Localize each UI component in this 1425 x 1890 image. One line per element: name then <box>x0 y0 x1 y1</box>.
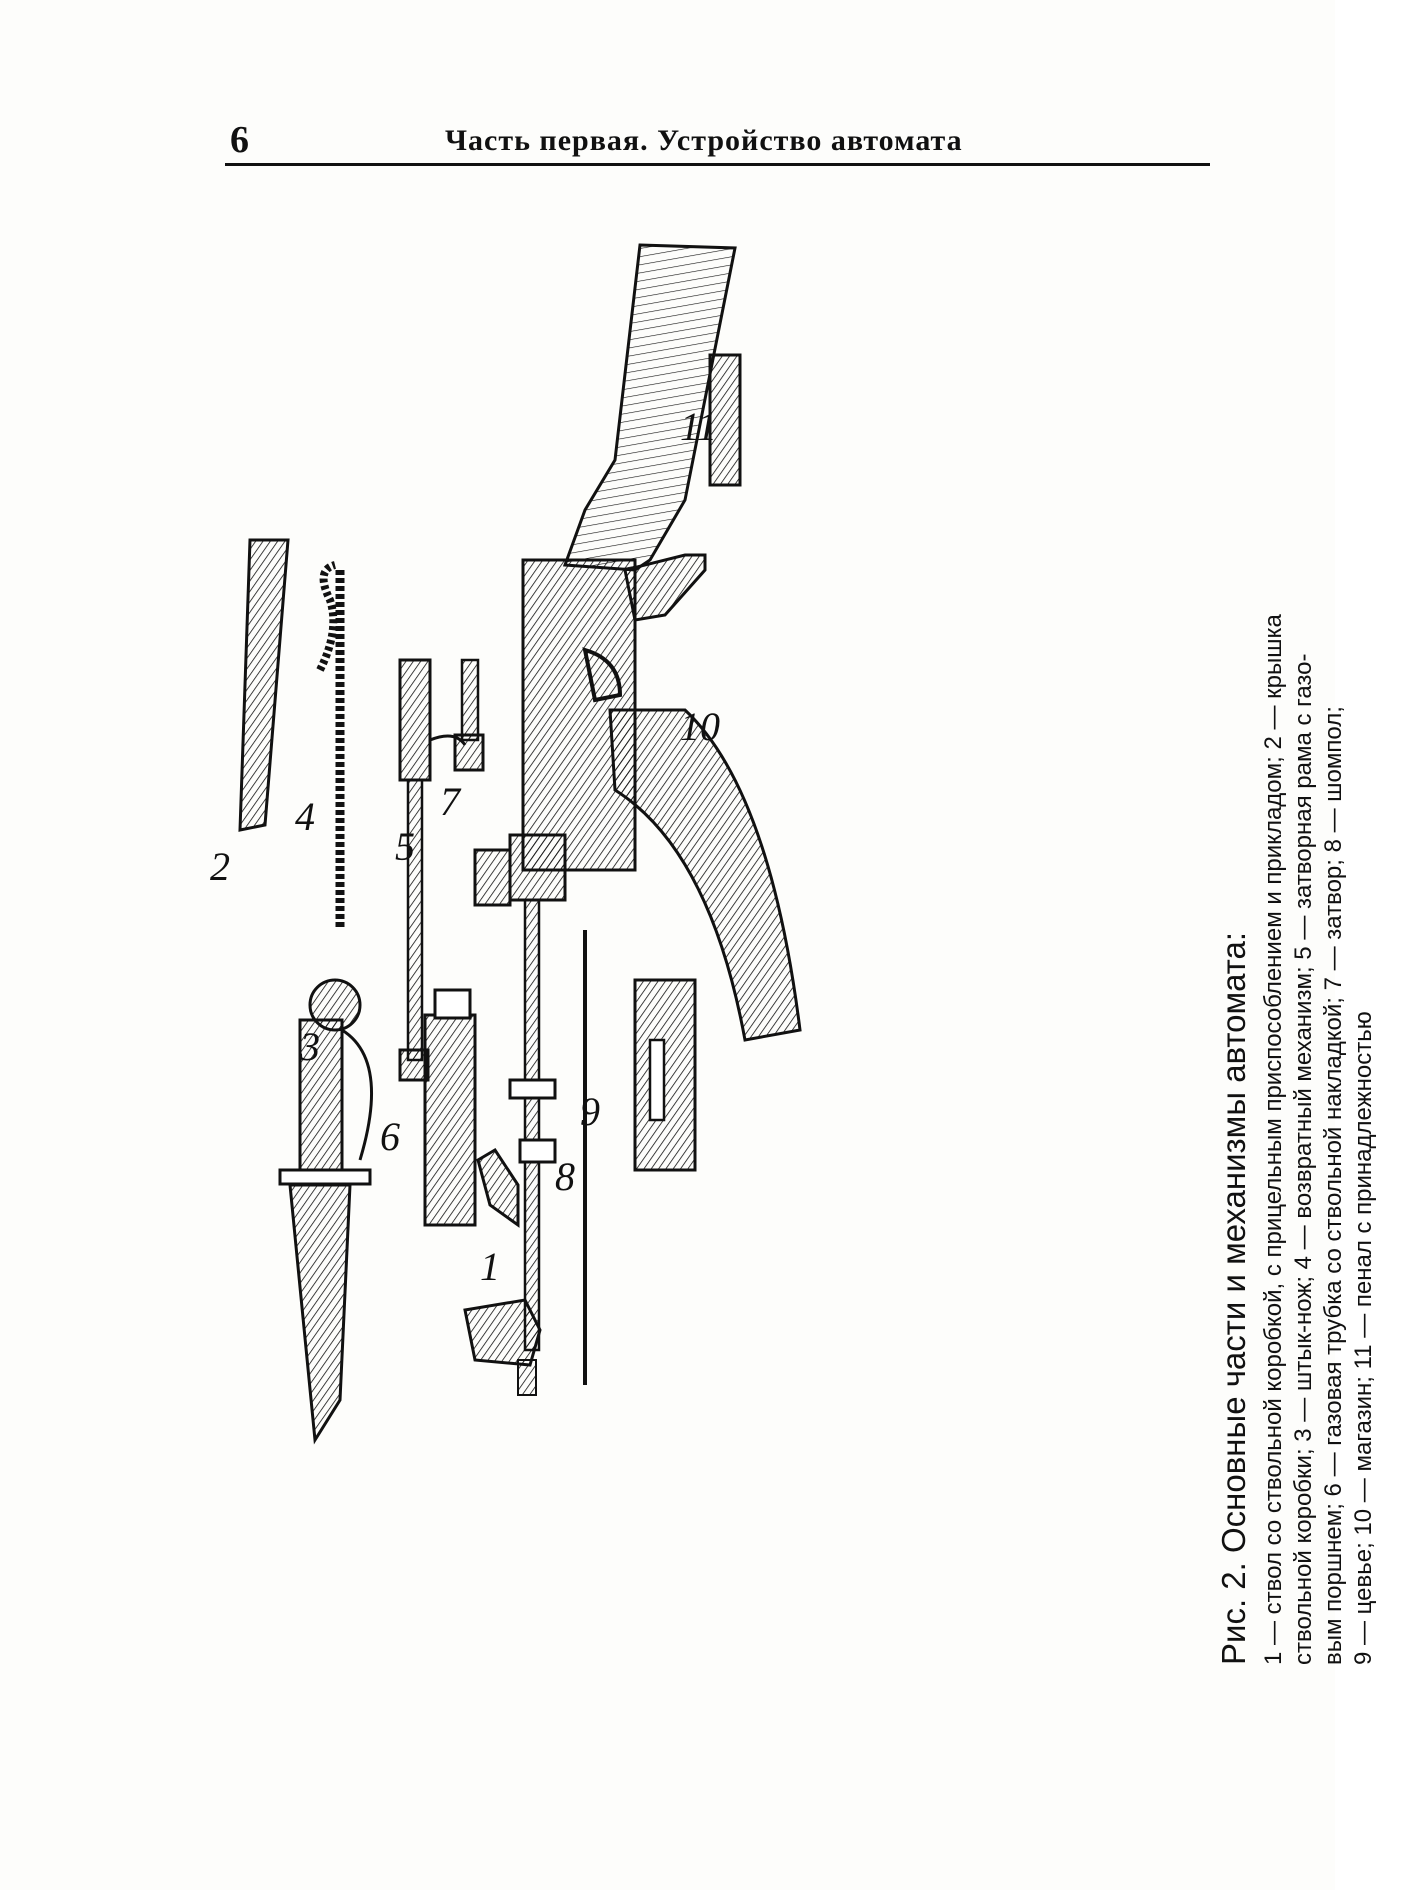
part-6-gas-tube <box>425 990 475 1225</box>
label-3: 3 <box>300 1024 320 1069</box>
part-9-handguard <box>635 980 695 1170</box>
page-header <box>225 118 1215 166</box>
part-3-bayonet <box>280 980 372 1440</box>
rifle-parts-illustration <box>210 270 1020 1700</box>
part-2-receiver-cover <box>240 540 288 830</box>
caption-line: 9 — цевье; 10 — магазин; 11 — пенал с принадлежностью <box>1350 1011 1377 1665</box>
header-rule <box>225 163 1210 166</box>
label-9: 9 <box>580 1089 600 1134</box>
label-4: 4 <box>295 794 315 839</box>
page-number: 6 <box>230 119 249 161</box>
label-6: 6 <box>380 1114 400 1159</box>
caption-line: 1 — ствол со ствольной коробкой, с прицельным приспособлением и прикладом; 2 — крышка <box>1260 614 1287 1665</box>
caption-line: ствольной коробки; 3 — штык-нож; 4 — возвратный механизм; 5 — затворная рама с газо- <box>1290 653 1317 1665</box>
label-8: 8 <box>555 1154 575 1199</box>
part-7-bolt <box>455 660 483 770</box>
caption-title: Рис. 2. Основные части и механизмы автомата: <box>1215 931 1252 1665</box>
part-4-return-mechanism <box>320 565 340 930</box>
caption-body <box>1259 265 1379 1665</box>
caption-line: вым поршнем; 6 — газовая трубка со ствольной накладкой; 7 — затвор; 8 — шомпол; <box>1320 706 1347 1665</box>
label-10: 10 <box>680 704 720 749</box>
label-5: 5 <box>395 824 415 869</box>
figure-caption <box>1215 265 1425 1665</box>
label-1: 1 <box>480 1244 500 1289</box>
running-head: Часть первая. Устройство автомата <box>445 124 963 157</box>
label-11: 11 <box>680 404 718 449</box>
label-7: 7 <box>440 779 460 824</box>
label-2: 2 <box>210 844 230 889</box>
